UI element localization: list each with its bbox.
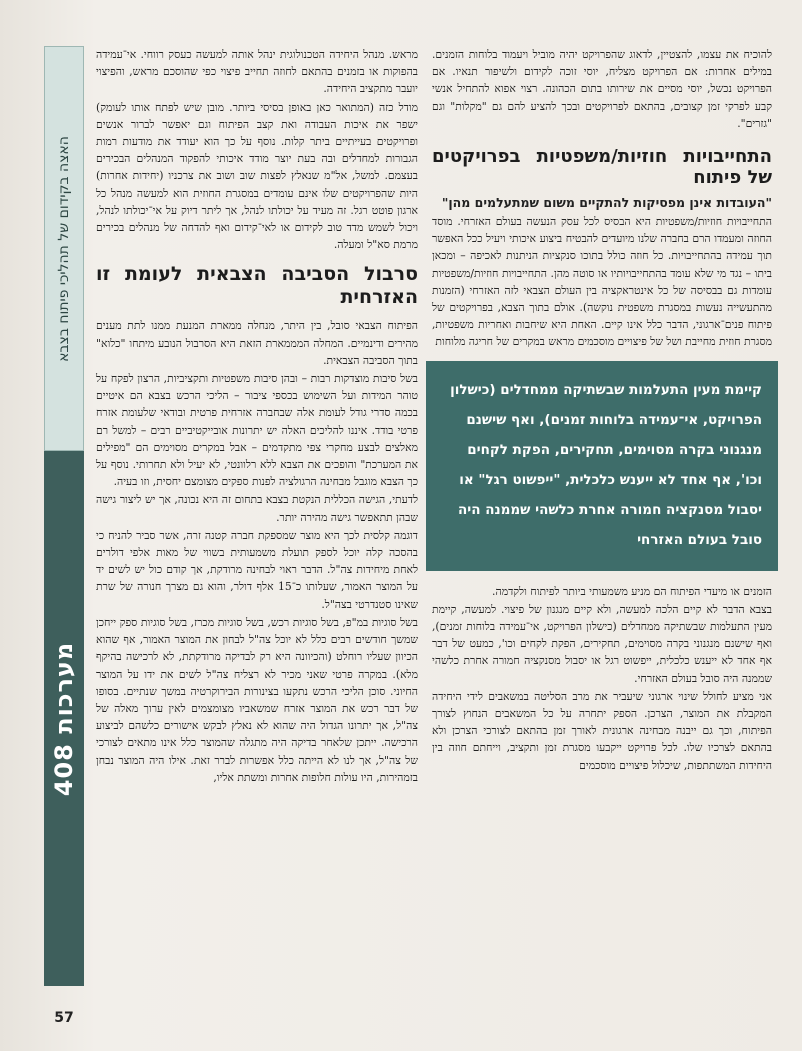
paragraph: לדעתי, הגישה הכללית הנקטת בצבא בתחום זה היא נכונה, אך יש ליצור גישה שבהן תתאפשר גישה מהירה יותר. — [96, 493, 418, 524]
paragraph: מראש. מנהל היחידה הטכנולוגית ינהל אותה למעשה כעסק רווחי. אי־עמידה בהפוקות או בזמנים בהתאם לחוזה תחייב פיצוי כפי שהוסכם מראש, והפיצוי יועבר מתקציב היחידה. — [96, 48, 418, 96]
paragraph: אני מציע לחולל שינוי ארגוני שיעביר את מרב הסליטה במשאבים לידי היחידה המקבלת את המוצר, הצרכן. הספק יתחרה על כל המשאבים הנחוץ לצורך הפיתוח, וכך גם ייבנה מבחינה ארגונית לאורך זמן בהתאם לצורכי הצרכן ולא בהתאם לצרכיו שלו. לכל פרויקט ייקבעו מסגרת זמן ותקציב, וייחתם חוזה בין היחידות המשתתפות, שיכלול פיצויים מוסכמים — [432, 689, 772, 772]
paragraph: הפיתוח הצבאי סובל, בין היתר, מנחלה ממארת המנעת ממנו לתת מענים מהירים ודינמיים. המחלה המממארת הזאת היא הסרבול הנובע מיתחו "כלוא" בתוך הסביבה הצבאית. — [96, 319, 418, 367]
pull-quote: קיימת מעין התעלמות שבשתיקה ממחדלים (כישלון הפרויקט, אי־עמידה בלוחות זמנים), ואף שישנם מנגנוני בקרה מסוימים, תחקירים, הפקת לקחים וכו', אף אחד לא ייענש כלכלית, "ייפשוט רגל" או יסבול מסנקציה חמורה אחרת כלשהי שממנה היה סובל בעולם האזרחי — [426, 361, 778, 571]
paragraph: להוכיח את עצמו, להצטיין, לדאוג שהפרויקט יהיה מוביל ויעמוד בלוחות הזמנים. במילים אחרות: אם הפרויקט מצליח, יוסי זוכה לקידום ולשיפור תנאיו. אם הפרויקט נכשל, יוסי מסיים את שירותו בתום הכהונה. רצוי אפוא להתחיל אנשי קבע לפרקי זמן קצובים, בהתאם לפרויקטים ובכך להציע להם גם "מקלות" וגם "גזרים". — [432, 48, 772, 130]
section-sidebar — [44, 46, 84, 986]
paragraph: בצבא הדבר לא קיים הלכה למעשה, ולא קיים מנגנון של פיצוי. למעשה, קיימת מעין התעלמות שבשתיקה ממחדלים (כישלון הפרויקט, אי־עמידה בלוחות זמנים), ואף שישנם מנגנוני בקרה מסוימים, תחקירים, הפקת לקחים וכו', כמעט של דבר אף אחד לא ייענש כלכלית, ייפשוט רגל או יסבול מסנקציה חמורה אחרת כלשהי שממנה היה סובל בעולם האזרחי. — [432, 602, 772, 685]
paragraph: מודל כזה (המתואר כאן באופן בסיסי ביותר. מובן שיש לפתח אותו לעומק) ישפר את איכות העבודה ואת קצב הפיתוח וגם יאפשר לברור אנשים ופרויקטים בעייתיים ביתר קלות. נוסף על כך הוא יעודד את מודעות רמות הגבורות למחדלים ובה בעת יוצר מודד איכותי להפקוד המנהלים הבכירים בעצמם. למשל, אל"מ שנאלץ לפצות שוב ושוב את צרכניו (יחידות אחרות) היות שהפרויקטים שלו אינם עומדים במסגרת החוזית הוא למעשה מנהל כל ארגון פוטט רגל. זה מעיד על יכולתו לנהל, אך ליתר דיוק על אי־יכולתו לנהל, ויכול לשמש מדד טוב לקידום או לאי־קידום ואף להדחה של מנהלים בכירים מרמת סא"ל ומעלה. — [96, 100, 418, 252]
sidebar-title-panel — [44, 451, 84, 986]
paragraph: בשל סיבות מוצדקות רבות – ובהן סיבות משפטיות ותקציביות, הרצון לפקח על טוהר המידות ועל השימוש בכספי ציבור – הליכי הרכש בצבא הם איטיים בכמה סדרי גודל לעומת אלה שבחברה אזרחית פרטית ובודאי שלעומת אזרח פרטי בודד. איננו להליכים האלה יש יתרונות אובייקטיביים רבים – למשל רם מאלצים לבצע מחקרי צפי מתקדמים – אבל במקרים מסוימים הם "מפילים את המערכת" והופכים את הצבא ללא רלוונטי, לא יעיל ולא תחרותי. נוסף על כך הצבא מוגבל מבחינה הרגולציה לפנות ספקים מצומצם יחסית, וזו בעיה. — [96, 372, 418, 489]
page-number: 57 — [54, 1010, 74, 1026]
article-column-left — [96, 46, 418, 787]
section-subheading: "העובדות אינן מפסיקות להתקיים משום שמתעלמים מהן" — [441, 195, 772, 211]
section-heading: התחייבויות חוזיות/משפטיות בפרויקטים של פיתוח — [432, 146, 772, 189]
sidebar-subtitle-panel — [44, 46, 84, 451]
section-heading: סרבול הסביבה הצבאית לעומת זו האזרחית — [96, 263, 418, 309]
paragraph: בשל סוגיות במ"פ, בשל סוגיות רכש, בשל סוגיות מכרז, בשל סוגיות ספק ייחכן שמשך חודשים רבים כלל לא יוכל צה"ל לבחון את המוצר האמור, אף שהוא הכיוון שעליו רוחלט (והכיוונה היא רק לבדיקה מרודקתת, לא לרכישה בהיקף מלא). במקרה פרטי שאני מכיר לא רצליח צה"ל לשים את ידו על המוצר החיוני. סוכן הליכי הרכש נתקעו בצינורות הבירוקרטיה במשך שנתיים. בסופו של דבר רכש את המוצר אזרח שמשאביו מצומצמים לאין ערוך מאלה של צה"ל, אך יתרונו הגדול היה שהוא לא נאלץ לבקש אישורים כלשהם לביצוע הרכישה. ייתכן שלאחר בדיקה היה מתגלה שהמוצר כלל אינו מתאים לצורכי של צה"ל, אך לנו לא הייתה כלל אפשרות לברר זאת. אילו היה המוצר נבחן בזמהירות, היו עולות חלופות אחרות ומשתת אליו, — [96, 615, 418, 784]
article-column-right — [432, 46, 772, 775]
sidebar-subtitle: האצה בקידום של תהליכי פיתוח בצבא — [56, 135, 72, 362]
magazine-title: מערכות 408 — [50, 641, 78, 796]
paragraph: דוגמה קלסית לכך היא מוצר שמספקת חברה קטנה זרה, אשר סביר להניח כי בהסכה קלה יוכל לספק תועלת משמעותית בשווי של מאות אלפי דולרים לאחת מיחידות צה"ל. הדבר ראוי לבחינה מרודקת, אך קודם כול יש לשים יד על המוצר האמור, שעלותו כ־15 אלף דולר, והוא גם מצרך חנורה של שרת שאינו סטנדרטי בצה"ל. — [96, 528, 418, 611]
paragraph: התחייבויות חוזיות/משפטיות היא הבסיס לכל עסק הנעשה בעולם האזרחי. מוסד החוזה ומעמדו הרם בחברה שלנו מיועדים להבטיח ביצוע איכותי ויעיל ככל האפשר תוך עמידה בהתחייבויות. כל חוזה כולל בתוכו סנקציות הניתנות לאכיפה – ומכאן ביתו – נגד מי שלא עומד בהתחייבויותיו או סוטה מהן. התחייבויות חוזיות/משפטיות עומדות גם בבסיסה של כל אינטראקציה בין העולם הצבאי לזה האזרחי (הזמנות מהתעשייה נעשות במסגרת משפטית נוקשה). אולם בתוך הצבא, בפרויקטים של פיתוח פנים־ארגוני, הדבר כלל אינו קיים. האחת היא שיחבות ואחריות משפטיות, מסגרת חוזית מחייבת ושל של פיצויים מוסכמים מראש במקרים של חריגה מלוחות — [432, 215, 772, 349]
paragraph: הזמנים או מיעדי הפיתוח הם מניע משמעותי ביותר לפיתוח ולקדמה. — [492, 584, 772, 598]
